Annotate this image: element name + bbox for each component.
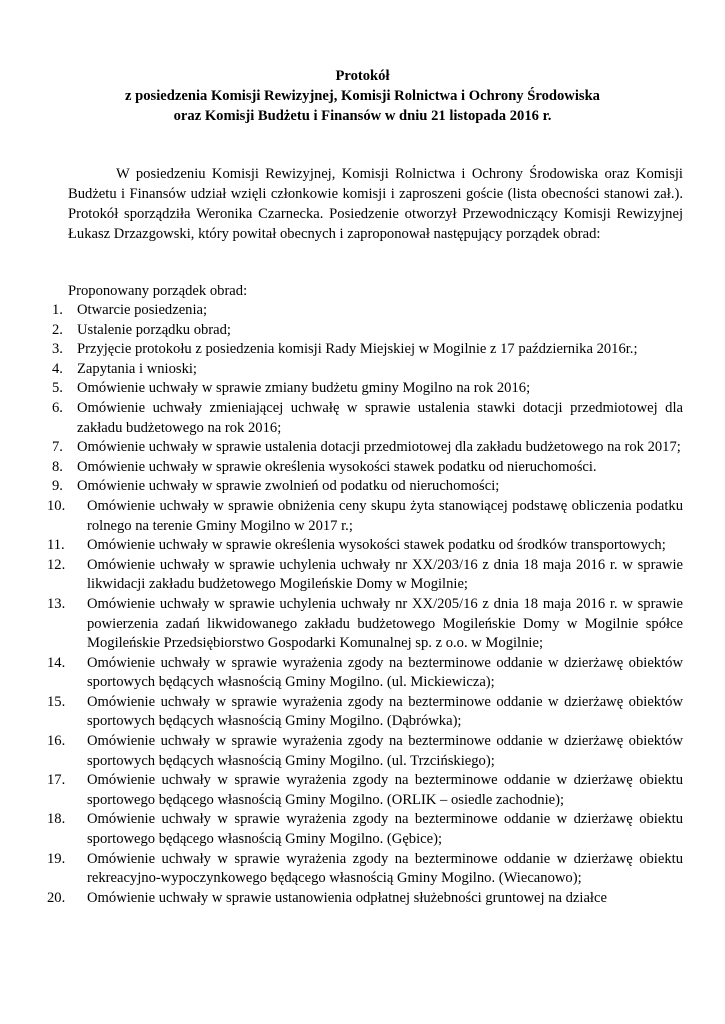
agenda-heading: Proponowany porządek obrad: [68,283,248,299]
agenda-item-number: 19. [47,850,66,867]
agenda-item-text: Omówienie uchwały w sprawie uchylenia uchwały nr XX/205/16 z dnia 18 maja 2016 r. w sprawie powierzenia zadań likwidowanego zakładu budżetowego Mogileńskie Domy w Mogilnie spółce Mogileńskie Przedsiębiorstwo Gospodarki Komunalnej sp. z o.o. w Mogilnie; [87,595,683,652]
agenda-item [47,497,683,536]
agenda-item [52,360,683,380]
agenda-item-number: 12. [47,556,66,573]
agenda-item-text: Omówienie uchwały w sprawie obniżenia ceny skupu żyta stanowiącej podstawę obliczenia podatku rolnego na terenie Gminy Mogilno w 2017 r.; [87,497,683,534]
title-line-2: z posiedzenia Komisji Rewizyjnej, Komisji Rolnictwa i Ochrony Środowiska [125,88,600,104]
agenda-item-text: Omówienie uchwały w sprawie zmiany budżetu gminy Mogilno na rok 2016; [77,380,531,397]
agenda-item-text: Zapytania i wnioski; [77,360,197,377]
agenda-item-number: 3. [52,341,63,358]
agenda-item-text: Omówienie uchwały w sprawie wyrażenia zgody na bezterminowe oddanie w dzierżawę obiektów sportowych będących własnością Gminy Mogilno. (ul. Mickiewicza); [87,654,683,691]
agenda-list [47,301,683,908]
agenda-item-number: 11. [47,537,65,554]
agenda-item [47,693,683,732]
agenda-item [52,438,683,458]
agenda-item [52,321,683,341]
agenda-item-text: Omówienie uchwały zmieniającej uchwałę w sprawie ustalenia stawki dotacji przedmiotowej dla zakładu budżetowego na rok 2016; [77,399,683,436]
agenda-item-text: Omówienie uchwały w sprawie określenia wysokości stawek podatku od nieruchomości. [77,458,597,475]
agenda-item [47,889,683,909]
agenda-item-text: Ustalenie porządku obrad; [77,321,231,338]
agenda-item-text: Omówienie uchwały w sprawie wyrażenia zgody na bezterminowe oddanie w dzierżawę obiektu sportowego będącego własnością Gminy Mogilno. (Gębice); [87,811,683,848]
agenda-item [52,458,683,478]
agenda-item-text: Omówienie uchwały w sprawie określenia wysokości stawek podatku od środków transportowych; [87,537,666,554]
agenda-item-number: 2. [52,321,63,338]
intro-text: W posiedzeniu Komisji Rewizyjnej, Komisji Rolnictwa i Ochrony Środowiska oraz Komisji Budżetu i Finansów udział wzięli członkowie komisji i zaproszeni goście (lista obecności stanowi zał.). Protokół sporządziła Weronika Czarnecka. Posiedzenie otworzył Przewodniczący Komisji Rewizyjnej Łukasz Drzazgowski, który powitał obecnych i zaproponował następujący porządek obrad: [68,166,683,242]
agenda-item [47,654,683,693]
agenda-item-text: Omówienie uchwały w sprawie wyrażenia zgody na bezterminowe oddanie w dzierżawę obiektu rekreacyjno-wypoczynkowego będącego własnością Gminy Mogilno. (Wiecanowo); [87,850,683,887]
agenda-item-text: Omówienie uchwały w sprawie wyrażenia zgody na bezterminowe oddanie w dzierżawę obiektu sportowego będącego własnością Gminy Mogilno. (ORLIK – osiedle zachodnie); [87,772,683,808]
agenda-item [47,595,683,654]
document-title [0,66,725,126]
agenda-item-number: 6. [52,399,63,416]
agenda-item-text: Omówienie uchwały w sprawie wyrażenia zgody na bezterminowe oddanie w dzierżawę obiektów sportowych będących własnością Gminy Mogilno. (Dąbrówka); [87,693,683,730]
agenda-item [47,732,683,771]
agenda-item-number: 1. [52,302,63,318]
title-line-3: oraz Komisji Budżetu i Finansów w dniu 21 listopada 2016 r. [173,108,552,124]
agenda-item-text: Omówienie uchwały w sprawie wyrażenia zgody na bezterminowe oddanie w dzierżawę obiektów sportowych będących własnością Gminy Mogilno. (ul. Trzcińskiego); [87,733,683,769]
agenda-item-text: Przyjęcie protokołu z posiedzenia komisji Rady Miejskiej w Mogilnie z 17 października 2016r.; [77,341,638,358]
agenda-item-number: 7. [52,439,63,456]
agenda-item [52,477,683,497]
agenda-item [52,379,683,399]
agenda-item-number: 18. [47,811,66,828]
agenda-item-text: Omówienie uchwały w sprawie zwolnień od podatku od nieruchomości; [77,478,500,495]
agenda-item-number: 17. [47,772,66,789]
agenda-item [47,850,683,889]
agenda-item-number: 13. [47,595,66,612]
agenda-item-text: Omówienie uchwały w sprawie ustanowienia odpłatnej służebności gruntowej na działce [87,889,607,906]
agenda-item-number: 9. [52,478,63,495]
agenda-item [52,399,683,438]
agenda-item [47,810,683,849]
agenda-item [47,536,683,556]
intro-paragraph [68,164,683,244]
agenda-item [47,771,683,810]
agenda-item-text: Omówienie uchwały w sprawie uchylenia uchwały nr XX/203/16 z dnia 18 maja 2016 r. w sprawie likwidacji zakładu budżetowego Mogileńskie Domy w Mogilnie; [87,556,683,593]
agenda-item [47,556,683,595]
agenda-item-number: 16. [47,733,66,750]
agenda-item-number: 5. [52,380,63,397]
agenda-item-number: 10. [47,497,66,514]
title-line-1: Protokół [335,68,390,84]
agenda-item-number: 8. [52,458,63,475]
agenda-item-number: 14. [47,654,66,671]
agenda-item-number: 4. [52,360,63,377]
agenda-item-text: Omówienie uchwały w sprawie ustalenia dotacji przedmiotowej dla zakładu budżetowego na rok 2017; [77,439,681,456]
agenda-item [52,301,683,321]
agenda-item [52,340,683,360]
agenda-item-text: Otwarcie posiedzenia; [77,302,208,318]
agenda-item-number: 20. [47,889,66,906]
agenda-item-number: 15. [47,693,66,710]
